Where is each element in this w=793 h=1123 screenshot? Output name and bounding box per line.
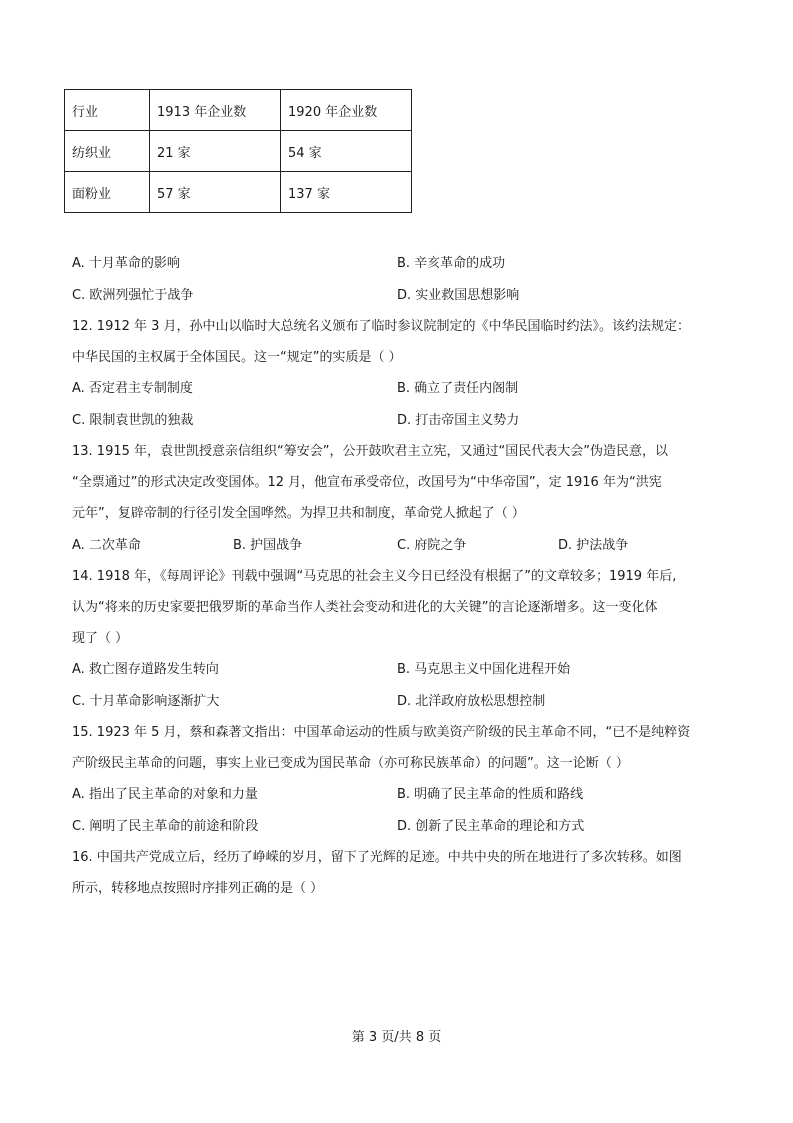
q13-option-a[interactable]: A. 二次革命 [72, 538, 141, 553]
q15-option-d[interactable]: D. 创新了民主革命的理论和方式 [397, 819, 585, 834]
q12-stem-line: 12. 1912 年 3 月，孙中山以临时大总统名义颁布了临时参议院制定的《中华民国临时约法》。该约法规定： [72, 319, 691, 334]
q15-stem-line: 15. 1923 年 5 月，蔡和森著文指出：中国革命运动的性质与欧美资产阶级的民主革命不同，“已不是纯粹资 [72, 725, 691, 740]
q13-option-b[interactable]: B. 护国战争 [233, 538, 303, 553]
table-header-cell: 1920 年企业数 [281, 90, 412, 131]
q14-option-c[interactable]: C. 十月革命影响逐渐扩大 [72, 694, 220, 709]
q12-option-b[interactable]: B. 确立了责任内阁制 [397, 381, 519, 396]
q11-option-d[interactable]: D. 实业救国思想影响 [397, 288, 520, 303]
q15-stem-line: 产阶级民主革命的问题，事实上业已变成为国民革命（亦可称民族革命）的问题”。这一论断（ ） [72, 756, 629, 771]
table-header-cell: 行业 [65, 90, 150, 131]
q16-stem-line: 16. 中国共产党成立后，经历了峥嵘的岁月，留下了光辉的足迹。中共中央的所在地进行了多次转移。如图 [72, 850, 682, 865]
q16-stem-line: 所示，转移地点按照时序排列正确的是（ ） [72, 881, 324, 896]
q14-option-b[interactable]: B. 马克思主义中国化进程开始 [397, 662, 571, 677]
q13-stem-line: 13. 1915 年，袁世凯授意亲信组织“筹安会”，公开鼓吹君主立宪，又通过“国民代表大会”伪造民意，以 [72, 444, 668, 459]
table-cell: 54 家 [281, 131, 412, 172]
table-row [65, 172, 412, 213]
q14-stem-line: 认为“将来的历史家要把俄罗斯的革命当作人类社会变动和进化的大关键”的言论逐渐增多。这一变化体 [72, 600, 658, 615]
q12-stem-line: 中华民国的主权属于全体国民。这一“规定”的实质是（ ） [72, 350, 402, 365]
q12-option-a[interactable]: A. 否定君主专制制度 [72, 381, 193, 396]
q14-option-d[interactable]: D. 北洋政府放松思想控制 [397, 694, 546, 709]
q13-stem-line: 元年”，复辟帝制的行径引发全国哗然。为捍卫共和制度，革命党人掀起了（ ） [72, 506, 525, 521]
table-cell: 面粉业 [65, 172, 150, 213]
q13-stem-line: “全票通过”的形式决定改变国体。12 月，他宣布承受帝位，改国号为“中华帝国”，定 1916 年为“洪宪 [72, 475, 662, 490]
q11-option-b[interactable]: B. 辛亥革命的成功 [397, 256, 506, 271]
q12-option-c[interactable]: C. 限制袁世凯的独裁 [72, 413, 194, 428]
q11-option-a[interactable]: A. 十月革命的影响 [72, 256, 180, 271]
table-cell: 57 家 [150, 172, 281, 213]
q15-option-c[interactable]: C. 阐明了民主革命的前途和阶段 [72, 819, 259, 834]
q11-option-c[interactable]: C. 欧洲列强忙于战争 [72, 288, 194, 303]
table-cell: 纺织业 [65, 131, 150, 172]
table-header-row [65, 90, 412, 131]
enterprise-count-table [64, 89, 412, 213]
page-number-footer: 第 3 页/共 8 页 [351, 1030, 442, 1045]
table-row [65, 131, 412, 172]
table-cell: 137 家 [281, 172, 412, 213]
q14-option-a[interactable]: A. 救亡图存道路发生转向 [72, 662, 219, 677]
q13-option-d[interactable]: D. 护法战争 [558, 538, 629, 553]
q15-option-a[interactable]: A. 指出了民主革命的对象和力量 [72, 787, 258, 802]
q13-option-c[interactable]: C. 府院之争 [397, 538, 467, 553]
q15-option-b[interactable]: B. 明确了民主革命的性质和路线 [397, 787, 584, 802]
q12-option-d[interactable]: D. 打击帝国主义势力 [397, 413, 520, 428]
table-cell: 21 家 [150, 131, 281, 172]
q14-stem-line: 现了（ ） [72, 631, 129, 646]
q14-stem-line: 14. 1918 年，《每周评论》刊载中强调“马克思的社会主义今日已经没有根据了”的文章较多；1919 年后, [72, 569, 677, 584]
table-header-cell: 1913 年企业数 [150, 90, 281, 131]
